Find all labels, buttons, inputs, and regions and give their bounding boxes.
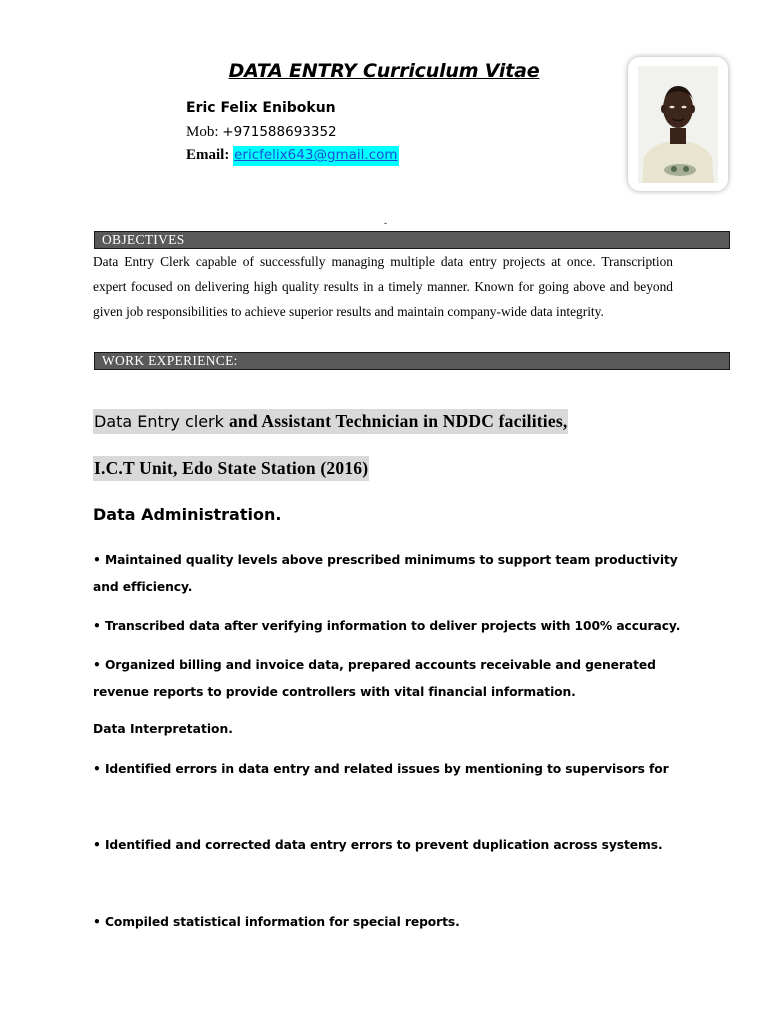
- mobile-number: +971588693352: [222, 124, 337, 140]
- job-title-part1: Data Entry clerk: [94, 412, 229, 431]
- objectives-paragraph: Data Entry Clerk capable of successfully managing multiple data entry projects at once. Transcription expert focused on delivering high quality results in a timely manner. Known for going above and beyond given job responsibilities to achieve superior results and maintain company-wide data integrity.: [93, 254, 673, 319]
- bullet-item: • Organized billing and invoice data, prepared accounts receivable and generated revenue reports to provide controllers with vital financial information.: [93, 658, 656, 699]
- job-title: [93, 409, 568, 434]
- profile-photo: [638, 66, 718, 183]
- job-unit-text: I.C.T Unit, Edo State Station (2016): [94, 458, 369, 478]
- bullet-item: • Identified errors in data entry and related issues by mentioning to supervisors for: [93, 762, 669, 776]
- separator-mark: -: [384, 218, 387, 228]
- work-experience-heading: WORK EXPERIENCE:: [94, 352, 730, 370]
- job-unit: [93, 456, 369, 481]
- bullet-item: • Transcribed data after verifying information to deliver projects with 100% accuracy.: [93, 619, 681, 633]
- job-title-part2: and Assistant Technician in NDDC facilities,: [228, 411, 568, 431]
- objectives-heading: OBJECTIVES: [94, 231, 730, 249]
- email-link[interactable]: ericfelix643@gmail.com: [233, 146, 398, 166]
- bullet-item: • Identified and corrected data entry errors to prevent duplication across systems.: [93, 838, 663, 852]
- data-administration-heading: Data Administration.: [93, 505, 282, 524]
- data-interpretation-heading: Data Interpretation.: [93, 722, 233, 736]
- bullet-item: • Compiled statistical information for special reports.: [93, 915, 460, 929]
- email-line: [186, 147, 399, 164]
- candidate-name: Eric Felix Enibokun: [186, 100, 336, 116]
- profile-photo-frame: [628, 57, 728, 191]
- bullet-item: • Maintained quality levels above prescribed minimums to support team productivity and efficiency.: [93, 553, 678, 594]
- email-label: Email:: [186, 147, 230, 163]
- mobile-label: Mob: [186, 124, 215, 140]
- cv-title: DATA ENTRY Curriculum Vitae: [228, 60, 540, 82]
- mobile-line: Mob: +971588693352: [186, 124, 337, 140]
